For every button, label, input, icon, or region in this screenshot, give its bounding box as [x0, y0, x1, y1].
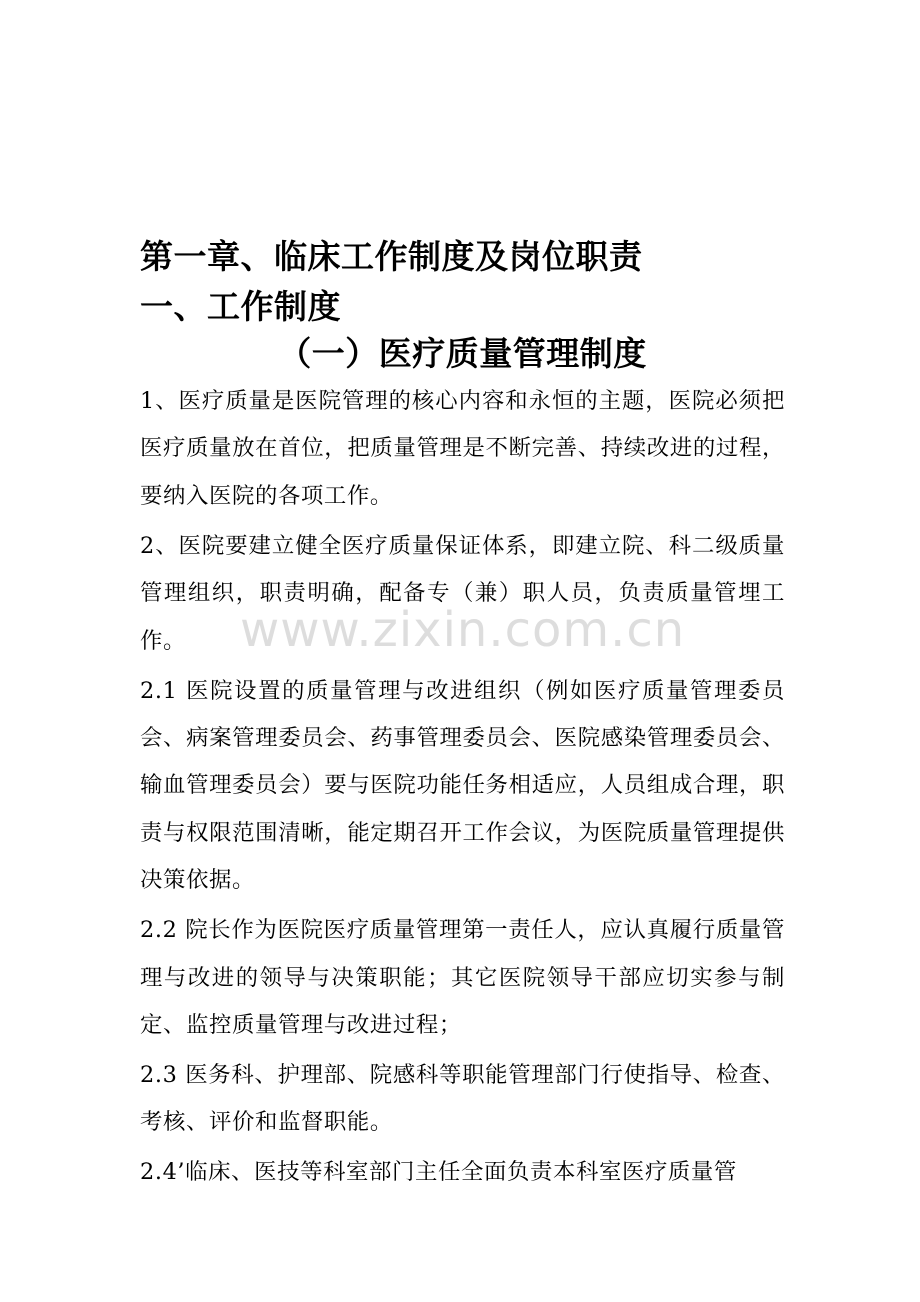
- chapter-title: 第一章、临床工作制度及岗位职责: [140, 237, 643, 276]
- watermark: www.zixin.com.cn: [240, 602, 686, 658]
- sub-title: （一）医疗质量管理制度: [278, 334, 647, 373]
- document-body: [140, 378, 785, 1199]
- paragraph-2: 2、医院要建立健全医疗质量保证体系，即建立院、科二级质量管理组织，职责明确，配备专（兼）职人员，负责质量管埋工作。: [140, 532, 785, 654]
- paragraph-1: 1、医疗质量是医院管理的核心内容和永恒的主题，医院必须把医疗质量放在首位，把质量管理是不断完善、持续改进的过程，要纳入医院的各项工作。: [140, 388, 785, 509]
- paragraph-2-4: 2.4’临床、医技等科室部门主任全面负责本科室医疗质量管: [140, 1159, 737, 1186]
- section-title: 一、工作制度: [140, 287, 341, 326]
- paragraph-2-3: 2.3 医务科、护理部、院感科等职能管理部门行使指导、检查、考核、评价和监督职能。: [140, 1062, 785, 1136]
- paragraph-2-2: 2.2 院长作为医院医疗质量管理第一责任人，应认真履行质量管理与改进的领导与决策职能；其它医院领导干部应切实参与制定、监控质量管理与改进过程；: [140, 917, 785, 1039]
- paragraph-2-1: 2.1 医院设置的质量管理与改进组织（例如医疗质量管理委员会、病案管理委员会、药事管理委员会、医院感染管理委员会、输血管理委员会）要与医院功能任务相适应，人员组成合理，职责与权限范围清晰，能定期召开工作会议，为医院质量管理提供决策依据。: [140, 677, 785, 894]
